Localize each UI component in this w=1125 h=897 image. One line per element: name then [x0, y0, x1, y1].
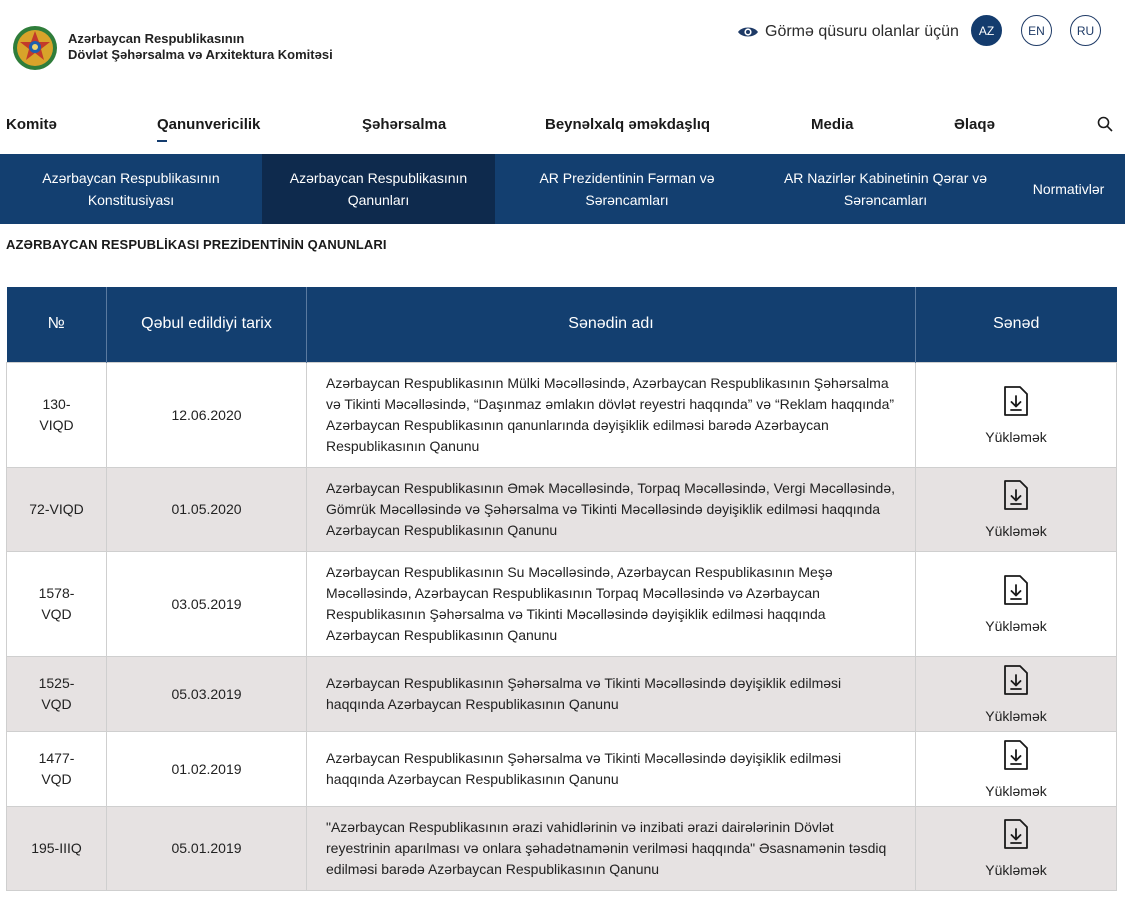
document-name: Azərbaycan Respublikasının Mülki Məcəlləsində, Azərbaycan Respublikasının Şəhərsalma və Tikinti Məcəlləsində, “Daşınmaz əmlakın dövlət reyestri haqqında” və “Reklam haqqında” Azərbaycan Respublikasının qanunlarında dəyişiklik edilməsi barədə Azərbaycan Respublikasının Qanunu	[307, 362, 916, 467]
site-header	[0, 0, 1125, 90]
download-label: Yükləmək	[985, 862, 1047, 878]
eye-icon	[737, 25, 759, 39]
page-title: AZƏRBAYCAN RESPUBLİKASI PREZİDENTİNİN QANUNLARI	[6, 237, 387, 252]
column-header-document: Sənəd	[916, 287, 1117, 362]
document-name: "Azərbaycan Respublikasının ərazi vahidlərinin və inzibati ərazi dairələrinin Dövlət reyestrinin aparılması və onlara şəhadətnamənin verilməsi haqqında" Əsasnamənin təsdiq edilməsi barədə Azərbaycan Respublikasının Qanunu	[307, 806, 916, 890]
download-link[interactable]	[985, 385, 1046, 445]
nav-item-elaqe[interactable]: Əlaqə	[954, 116, 995, 133]
accessibility-label: Görmə qüsuru olanlar üçün	[765, 23, 959, 40]
nav-item-seherselma[interactable]: Şəhərsalma	[362, 116, 447, 133]
table-row	[7, 551, 1117, 656]
document-download-icon	[1003, 664, 1029, 696]
column-header-name: Sənədin adı	[307, 287, 916, 362]
table-row	[7, 806, 1117, 890]
org-name-line2: Dövlət Şəhərsalma və Arxitektura Komitəsi	[68, 47, 333, 62]
subnav-nazirler-kabineti[interactable]: AR Nazirlər Kabinetinin Qərar və Sərəncamları	[783, 170, 988, 208]
org-name-line1: Azərbaycan Respublikasının	[68, 31, 245, 46]
table-row	[7, 656, 1117, 731]
accessibility-link[interactable]	[737, 21, 959, 43]
download-link[interactable]	[985, 664, 1046, 724]
adoption-date: 12.06.2020	[107, 362, 307, 467]
download-link[interactable]	[985, 574, 1046, 634]
law-number: 72-VIQD	[7, 467, 107, 551]
table-header-row	[7, 287, 1117, 362]
subnav-qanunlar[interactable]: Azərbaycan Respublikasının Qanunları	[262, 154, 495, 224]
main-navigation	[0, 100, 1125, 152]
adoption-date: 03.05.2019	[107, 551, 307, 656]
subnav-konstitusiya[interactable]: Azərbaycan Respublikasının Konstitusiyası	[42, 170, 220, 208]
law-number: 195-IIIQ	[7, 806, 107, 890]
document-name: Azərbaycan Respublikasının Əmək Məcəlləsində, Torpaq Məcəlləsində, Vergi Məcəlləsində, Gömrük Məcəlləsində və Şəhərsalma və Tikinti Məcəlləsində dəyişiklik edilməsi haqqında Azərbaycan Respublikasının Qanunu	[307, 467, 916, 551]
nav-item-media[interactable]: Media	[811, 116, 854, 133]
document-name: Azərbaycan Respublikasının Şəhərsalma və Tikinti Məcəlləsində dəyişiklik edilməsi haqqında Azərbaycan Respublikasının Qanunu	[307, 656, 916, 731]
table-row	[7, 731, 1117, 806]
subnav-normativler[interactable]: Normativlər	[1032, 181, 1105, 197]
table-row	[7, 362, 1117, 467]
document-download-icon	[1003, 385, 1029, 417]
subnav-prezident-ferman[interactable]: AR Prezidentinin Fərman və Sərəncamları	[539, 170, 715, 208]
document-download-icon	[1003, 739, 1029, 771]
document-download-icon	[1003, 479, 1029, 511]
search-icon[interactable]	[1097, 116, 1113, 132]
download-link[interactable]	[985, 818, 1046, 878]
download-link[interactable]	[985, 739, 1046, 799]
law-number: 1578-VQD	[7, 551, 107, 656]
document-download-icon	[1003, 574, 1029, 606]
organization-name[interactable]	[68, 31, 333, 63]
laws-table	[6, 287, 1117, 891]
document-name: Azərbaycan Respublikasının Su Məcəlləsində, Azərbaycan Respublikasının Meşə Məcəlləsində, Azərbaycan Respublikasının Torpaq Məcəlləsində və Azərbaycan Respublikasının Şəhərsalma və Tikinti Məcəlləsində dəyişiklik edilməsi haqqında Azərbaycan Respublikasının Qanunu	[307, 551, 916, 656]
adoption-date: 05.01.2019	[107, 806, 307, 890]
law-number: 1525-VQD	[7, 656, 107, 731]
column-header-number: №	[7, 287, 107, 362]
language-en-button[interactable]: EN	[1021, 15, 1052, 46]
state-emblem-logo[interactable]	[11, 22, 59, 74]
law-number: 130-VIQD	[7, 362, 107, 467]
document-name: Azərbaycan Respublikasının Şəhərsalma və Tikinti Məcəlləsində dəyişiklik edilməsi haqqında Azərbaycan Respublikasının Qanunu	[307, 731, 916, 806]
download-label: Yükləmək	[985, 617, 1047, 634]
law-number: 1477-VQD	[7, 731, 107, 806]
adoption-date: 05.03.2019	[107, 656, 307, 731]
table-row	[7, 467, 1117, 551]
download-label: Yükləmək	[985, 428, 1047, 445]
document-download-icon	[1003, 818, 1029, 850]
sub-navigation	[0, 154, 1125, 224]
nav-item-beynelxalq[interactable]: Beynəlxalq əməkdaşlıq	[545, 116, 711, 133]
language-ru-button[interactable]: RU	[1070, 15, 1101, 46]
download-label: Yükləmək	[985, 782, 1047, 799]
column-header-date: Qəbul edildiyi tarix	[107, 287, 307, 362]
nav-item-qanunvericilik[interactable]: Qanunvericilik	[157, 116, 261, 133]
adoption-date: 01.05.2020	[107, 467, 307, 551]
download-label: Yükləmək	[985, 523, 1047, 539]
adoption-date: 01.02.2019	[107, 731, 307, 806]
download-label: Yükləmək	[985, 707, 1047, 724]
language-az-button[interactable]: AZ	[971, 15, 1002, 46]
nav-item-komite[interactable]: Komitə	[6, 116, 57, 133]
download-link[interactable]	[985, 479, 1046, 539]
